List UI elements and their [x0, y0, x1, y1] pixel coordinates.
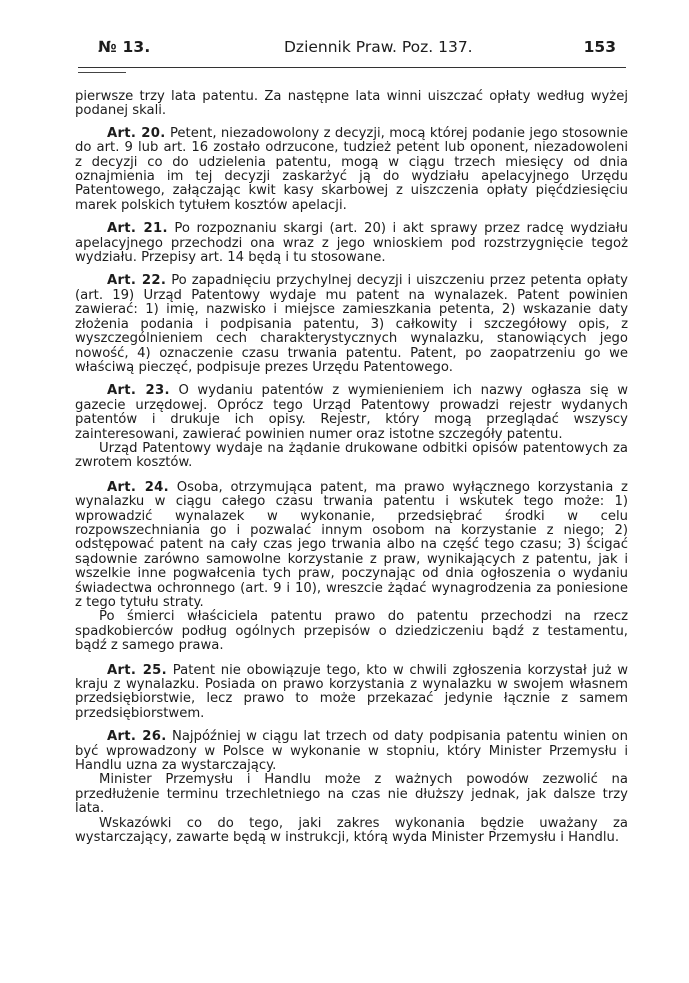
- article-23-paragraph-2: Urząd Patentowy wydaje na żądanie drukowane odbitki opisów patentowych za zwrotem kosztów.: [75, 440, 628, 471]
- article-23: [75, 384, 628, 442]
- article-26-paragraph-3: Wskazówki co do tego, jaki zakres wykonania będzie uważany za wystarczający, zawarte będą w instrukcji, którą wyda Minister Przemysłu i Handlu.: [75, 815, 628, 846]
- article-21: [75, 222, 628, 265]
- article-text: Po zapadnięciu przychylnej decyzji i uiszczeniu przez petenta opłaty (art. 19) Urząd Patentowy wydaje mu patent na wynalazek. Patent powinien zawierać: 1) imię, nazwisko i miejsce zamieszkania petenta, 2) wskazanie daty złożenia podania i podpisania patentu, 3) całkowity i szczegółowy opis, z wyszczególnieniem cech charakterystycznych wynalazku, stanowiących jego nowość, 4) oznaczenie czasu trwania patentu. Patent, po zaopatrzeniu go we właściwą pieczęć, podpisuje prezes Urzędu Patentowego.: [75, 273, 628, 375]
- article-22: [75, 274, 628, 375]
- header-rule-short: [78, 72, 126, 73]
- article-24-paragraph-2: Po śmierci właściciela patentu prawo do patentu przechodzi na rzecz spadkobierców podług ogólnych przepisów o dziedziczeniu bądź z testamentu, bądź z samego prawa.: [75, 609, 628, 654]
- document-body: [75, 90, 628, 846]
- article-text: Najpóźniej w ciągu lat trzech od daty podpisania patentu winien on być wprowadzony w Polsce w wykonanie w stopniu, który Minister Przemysłu i Handlu uzna za wystarczający.: [75, 729, 628, 774]
- article-label: Art. 23.: [107, 383, 170, 399]
- article-text: Petent, niezadowolony z decyzji, mocą której podanie jego stosownie do art. 9 lub art. 16 zostało odrzucone, tudzież petent lub oponent, niezadowoleni z decyzji co do udzielenia patentu, mogą w ciągu trzech miesięcy od dnia oznajmienia im tej decyzji zaskarżyć ją do wydziału apelacyjnego Urzędu Patentowego, załączając kwit kasy skarbowej z uiszczenia opłaty pięćdziesięciu marek polskich tytułem kosztów apelacji.: [75, 125, 628, 213]
- issue-number: № 13.: [98, 38, 151, 56]
- article-label: Art. 26.: [107, 729, 167, 745]
- page-header: [78, 38, 626, 62]
- article-label: Art. 24.: [107, 479, 169, 495]
- article-text: Po rozpoznaniu skargi (art. 20) i akt sprawy przez radcę wydziału apelacyjnego przechodzi ona wraz z jego wnioskiem pod rozstrzygnięcie tegoż wydziału. Przepisy art. 14 będą i tu stosowane.: [75, 221, 628, 266]
- article-26: [75, 730, 628, 773]
- article-25: [75, 664, 628, 722]
- article-text: Patent nie obowiązuje tego, kto w chwili zgłoszenia korzystał już w kraju z wynalazku. Posiada on prawo korzystania z wynalazku w swojem własnem przedsiębiorstwie, lecz prawo to może przekazać jedynie łącznie z samem przedsiębiorstwem.: [75, 662, 628, 721]
- article-20: [75, 127, 628, 213]
- article-label: Art. 25.: [107, 662, 167, 678]
- article-label: Art. 21.: [107, 221, 168, 237]
- article-text: Osoba, otrzymująca patent, ma prawo wyłącznego korzystania z wynalazku w ciągu całego czasu trwania patentu i wskutek tego może: 1) wprowadzić wynalazek w wykonanie, przedsiębrać środki w celu rozpowszechniania go i pozwalać innym osobom na korzystanie z niego; 2) odstępować patent na cały czas jego trwania albo na część tego czasu; 3) ścigać sądownie zarówno samowolne korzystanie z praw, wynikających z patentu, jak i wszelkie inne pogwałcenia tych praw, poczynając od dnia ogłoszenia o wydaniu świadectwa ochronnego (art. 9 i 10), wreszcie żądać wynagrodzenia za poniesione z tego tytułu straty.: [75, 479, 628, 610]
- article-label: Art. 20.: [107, 125, 166, 141]
- header-rule: [78, 67, 626, 68]
- journal-title: Dziennik Praw. Poz. 137.: [284, 38, 473, 56]
- article-26-paragraph-2: Minister Przemysłu i Handlu może z ważnych powodów zezwolić na przedłużenie terminu trzechletniego na czas nie dłuższy jednak, jak dalsze trzy lata.: [75, 772, 628, 817]
- article-label: Art. 22.: [107, 273, 167, 289]
- article-24: [75, 481, 628, 611]
- article-text: O wydaniu patentów z wymienieniem ich nazwy ogłasza się w gazecie urzędowej. Oprócz tego Urząd Patentowy prowadzi rejestr wydanych patentów i drukuje ich opisy. Rejestr, który mogą przeglądać wszyscy zainteresowani, zawierać powinien numer oraz istotne szczegóły patentu.: [75, 383, 628, 442]
- intro-paragraph: pierwsze trzy lata patentu. Za następne lata winni uiszczać opłaty według wyżej podanej skali.: [75, 89, 628, 119]
- page-number: 153: [583, 38, 616, 56]
